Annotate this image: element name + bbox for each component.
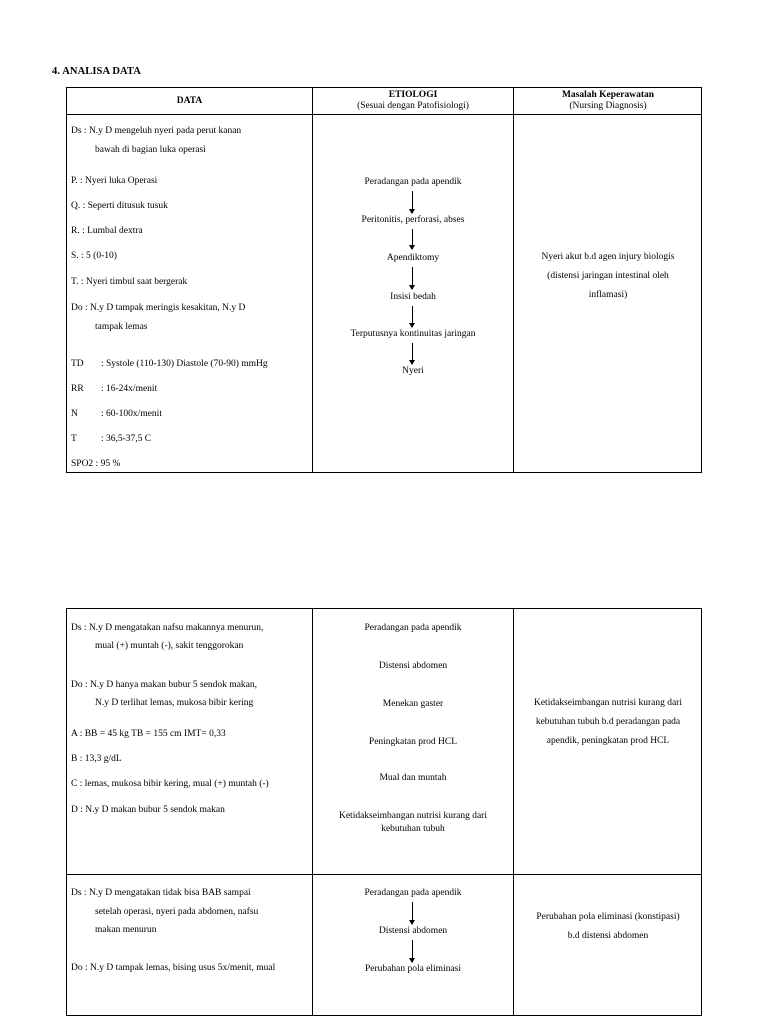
etiologi-step: Insisi bedah [390, 292, 436, 302]
etiologi-step: Nyeri [402, 366, 424, 376]
vital-label: TD [71, 359, 84, 369]
etiologi-step: Peningkatan prod HCL [368, 737, 458, 747]
etiologi-step: Peradangan pada apendik [364, 623, 462, 633]
data-line: Ds : N.y D mengeluh nyeri pada perut kanan [71, 126, 242, 136]
column-divider [513, 609, 514, 1015]
etiologi-step: Perubahan pola eliminasi [364, 964, 462, 974]
row-divider [67, 874, 701, 875]
data-line: Do : N.y D tampak lemas, bising usus 5x/menit, mual [71, 963, 276, 973]
arrow-down-icon [412, 902, 413, 924]
vital-value: : 36,5-37,5 C [101, 434, 152, 444]
diagnosis-line: Ketidakseimbangan nutrisi kurang dari [533, 698, 682, 708]
section-title: 4. ANALISA DATA [52, 66, 141, 77]
column-divider [312, 88, 313, 472]
data-line: mual (+) muntah (-), sakit tenggorokan [95, 641, 244, 651]
row1-diagnosis [514, 248, 702, 305]
diagnosis-line: apendik, peningkatan prod HCL [546, 736, 670, 746]
header-etiologi: ETIOLOGI (Sesuai dengan Patofisiologi) [357, 90, 469, 111]
etiologi-step: Apendiktomy [386, 253, 440, 263]
vital-value: : 60-100x/menit [101, 409, 162, 419]
data-line: C : lemas, mukosa bibir kering, mual (+) muntah (-) [71, 779, 269, 789]
header-data: DATA [176, 95, 203, 106]
vital-label: RR [71, 384, 84, 394]
data-line: P. : Nyeri luka Operasi [71, 176, 158, 186]
vital-label: SPO2 : 95 % [71, 459, 121, 469]
data-line: T. : Nyeri timbul saat bergerak [71, 277, 188, 287]
etiologi-step: Distensi abdomen [378, 926, 448, 936]
vital-value: : 16-24x/menit [101, 384, 158, 394]
arrow-down-icon [412, 940, 413, 962]
diagnosis-line: (distensi jaringan intestinal oleh [547, 271, 669, 281]
data-line: Ds : N.y D mengatakan tidak bisa BAB sampai [71, 888, 251, 898]
diagnosis-line: kebutuhan tubuh b.d peradangan pada [535, 717, 681, 727]
data-line: makan menurun [95, 925, 157, 935]
diagnosis-line: Nyeri akut b.d agen injury biologis [541, 252, 675, 262]
row2-diagnosis [514, 694, 702, 751]
data-line: setelah operasi, nyeri pada abdomen, nafsu [95, 907, 259, 917]
data-line: Do : N.y D hanya makan bubur 5 sendok makan, [71, 680, 258, 690]
etiologi-step: Peritonitis, perforasi, abses [361, 215, 465, 225]
analysis-table-1 [66, 87, 702, 473]
etiologi-step: Terputusnya kontinuitas jaringan [350, 329, 476, 339]
data-line: Ds : N.y D mengatakan nafsu makannya menurun, [71, 623, 264, 633]
etiologi-step: Mual dan muntah [379, 773, 447, 783]
etiologi-step: Menekan gaster [382, 699, 444, 709]
data-line: B : 13,3 g/dL [71, 754, 122, 764]
etiologi-step: kebutuhan tubuh [381, 824, 445, 834]
etiologi-step: Peradangan pada apendik [364, 177, 462, 187]
data-line: R. : Lumbal dextra [71, 226, 143, 236]
data-line: bawah di bagian luka operasi [95, 145, 206, 155]
data-line: tampak lemas [95, 322, 148, 332]
arrow-down-icon [412, 306, 413, 327]
data-line: Q. : Seperti ditusuk tusuk [71, 201, 168, 211]
analysis-table-2 [66, 608, 702, 1016]
diagnosis-line: Perubahan pola eliminasi (konstipasi) [536, 912, 680, 922]
etiologi-step: Distensi abdomen [378, 661, 448, 671]
vital-value: : Systole (110-130) Diastole (70-90) mmHg [101, 359, 268, 369]
diagnosis-line: inflamasi) [588, 290, 628, 300]
etiologi-step: Peradangan pada apendik [364, 888, 462, 898]
vital-label: N [71, 409, 78, 419]
row3-diagnosis [514, 908, 702, 946]
vital-label: T [71, 434, 77, 444]
diagnosis-line: b.d distensi abdomen [567, 931, 649, 941]
etiologi-step: Ketidakseimbangan nutrisi kurang dari [338, 811, 487, 821]
data-line: A : BB = 45 kg TB = 155 cm IMT= 0,33 [71, 729, 226, 739]
data-line: Do : N.y D tampak meringis kesakitan, N.y D [71, 303, 246, 313]
arrow-down-icon [412, 343, 413, 364]
data-line: D : N.y D makan bubur 5 sendok makan [71, 805, 225, 815]
arrow-down-icon [412, 267, 413, 289]
header-divider [67, 114, 701, 115]
data-line: S. : 5 (0-10) [71, 251, 117, 261]
data-line: N.y D terlihat lemas, mukosa bibir kering [95, 698, 254, 708]
arrow-down-icon [412, 229, 413, 249]
arrow-down-icon [412, 191, 413, 213]
header-masalah: Masalah Keperawatan (Nursing Diagnosis) [561, 90, 655, 111]
